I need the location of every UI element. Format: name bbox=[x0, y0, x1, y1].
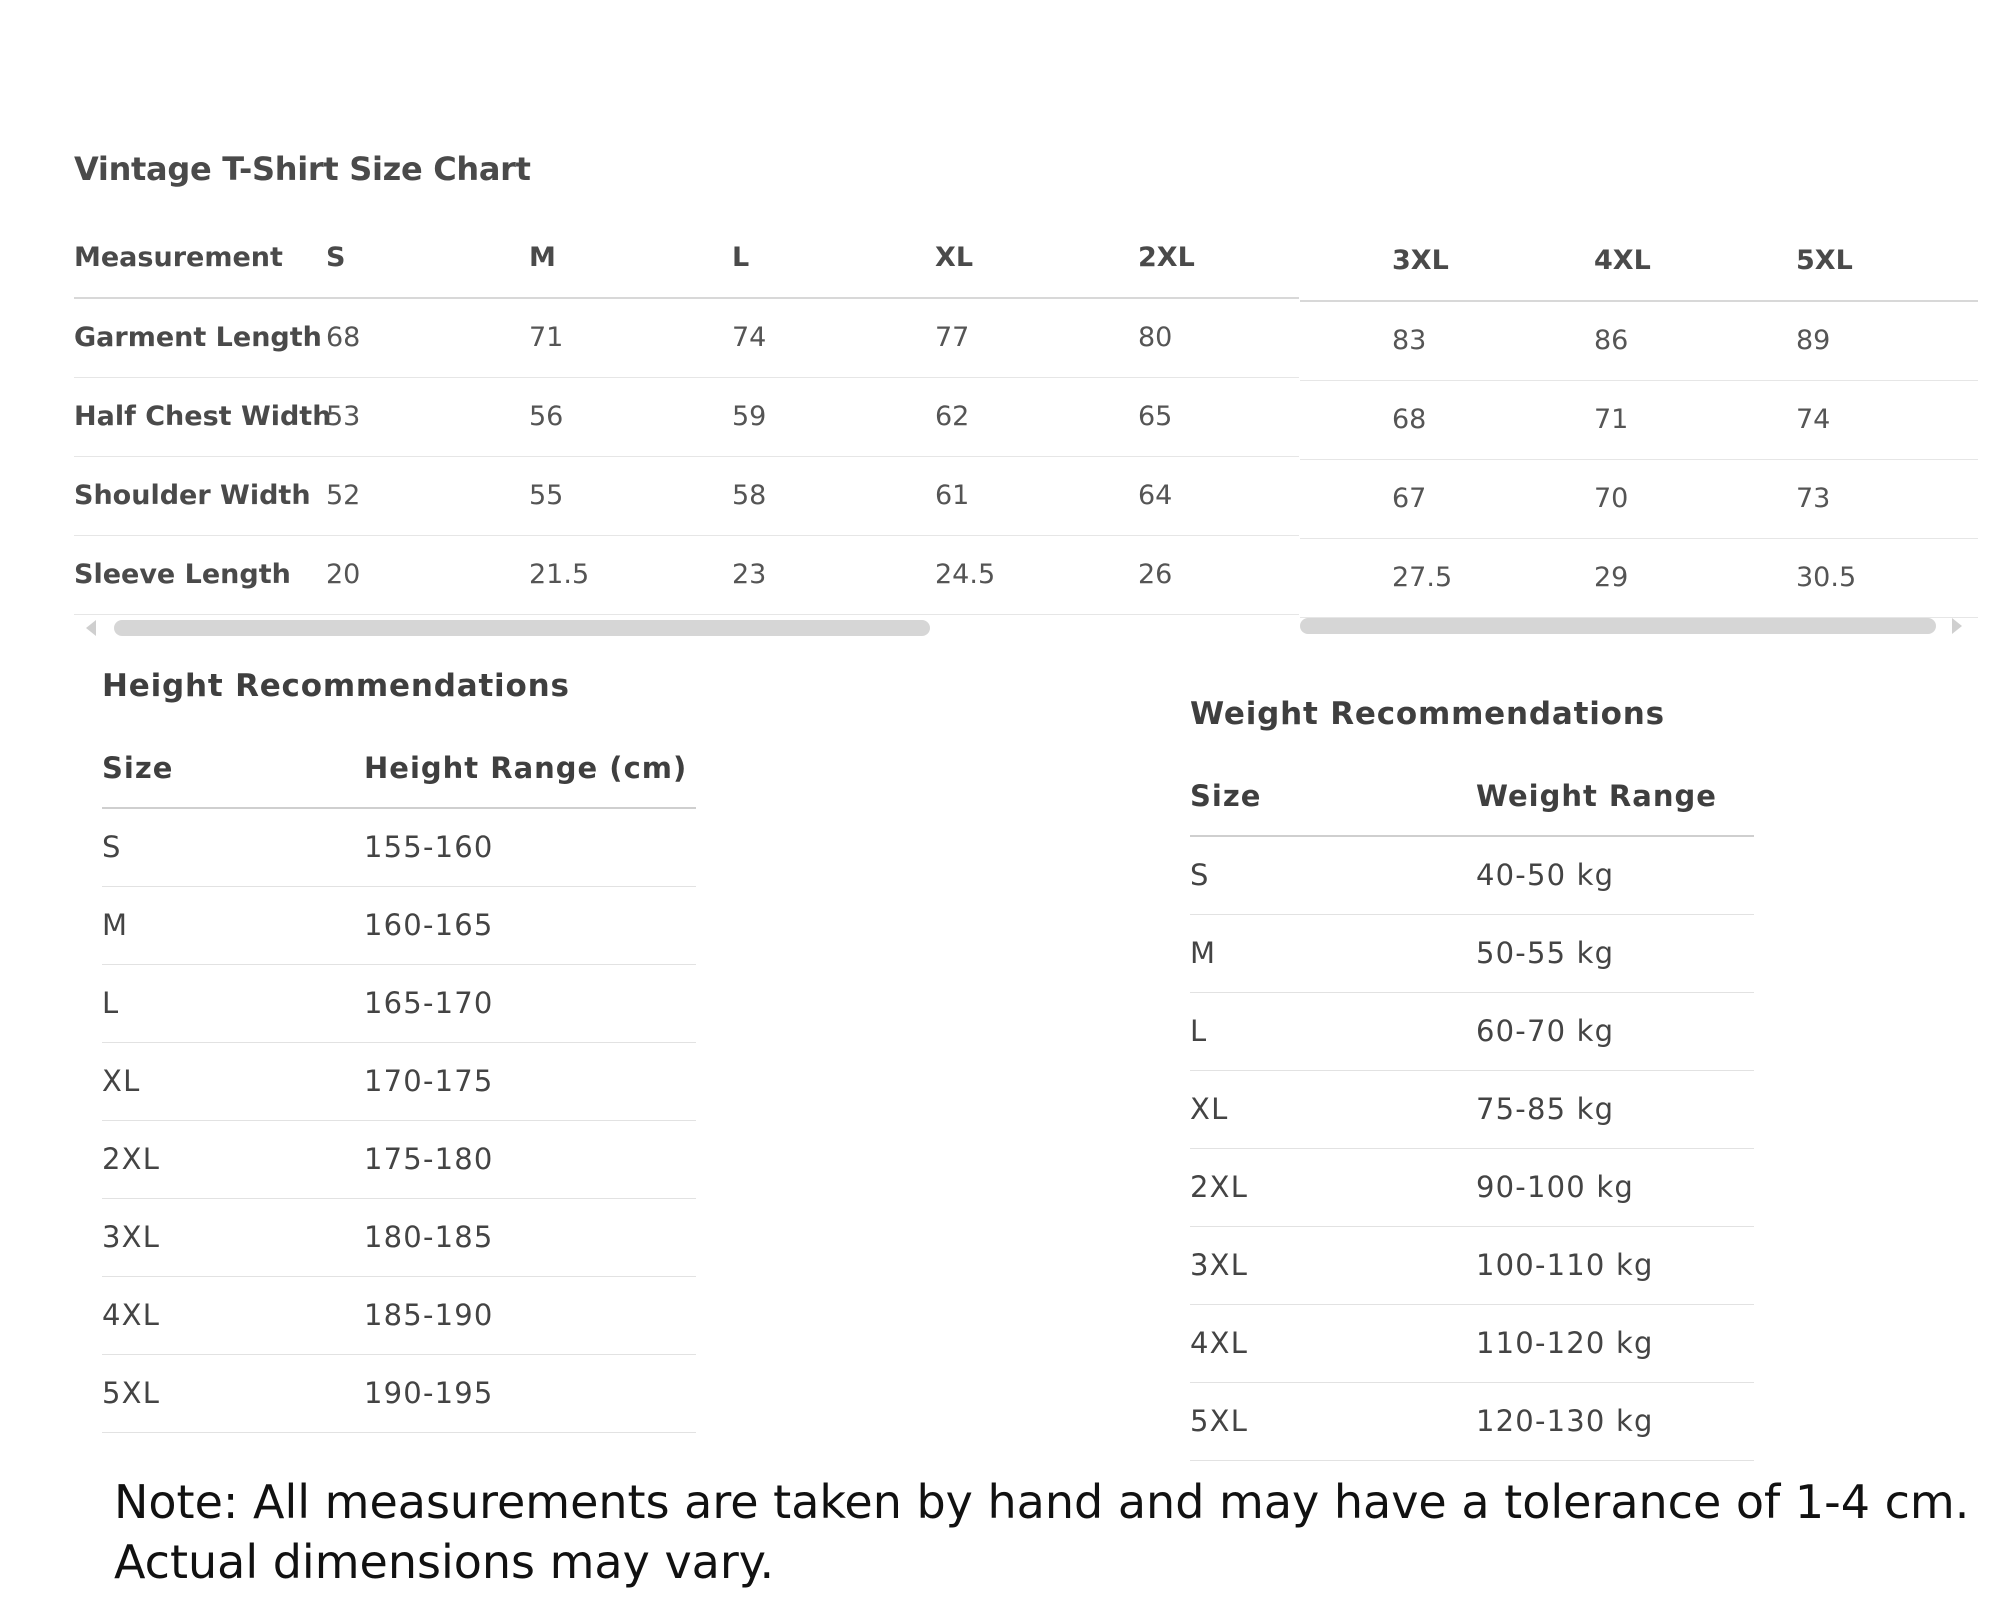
table-row bbox=[102, 1120, 696, 1198]
size-header-4xl: 4XL bbox=[1594, 221, 1796, 301]
measurement-note bbox=[114, 1472, 1974, 1592]
size-cell: 3XL bbox=[102, 1198, 364, 1276]
size-cell: 2XL bbox=[102, 1120, 364, 1198]
size-cell: XL bbox=[1190, 1070, 1476, 1148]
height-header-row bbox=[102, 728, 696, 808]
scroll-right-arrow-icon[interactable] bbox=[1952, 618, 1962, 634]
weight-recommendations-title: Weight Recommendations bbox=[1190, 696, 1665, 732]
weight-range-column-header: Weight Range bbox=[1476, 756, 1754, 836]
range-cell: 90-100 kg bbox=[1476, 1148, 1754, 1226]
cell-value: 61 bbox=[935, 456, 1138, 535]
table-row bbox=[102, 964, 696, 1042]
weight-header-row bbox=[1190, 756, 1754, 836]
cell-value: 62 bbox=[935, 377, 1138, 456]
size-cell: 4XL bbox=[102, 1276, 364, 1354]
cell-value: 24.5 bbox=[935, 535, 1138, 614]
table-row bbox=[1190, 914, 1754, 992]
cell-value: 26 bbox=[1138, 535, 1299, 614]
size-header-l: L bbox=[732, 218, 935, 298]
size-cell: L bbox=[102, 964, 364, 1042]
range-cell: 155-160 bbox=[364, 808, 696, 886]
size-header-2xl: 2XL bbox=[1138, 218, 1299, 298]
size-cell: 2XL bbox=[1190, 1148, 1476, 1226]
spacer-cell bbox=[1300, 301, 1392, 380]
size-chart-header-row bbox=[1300, 221, 1978, 301]
cell-value: 68 bbox=[326, 298, 529, 377]
range-cell: 190-195 bbox=[364, 1354, 696, 1432]
spacer-cell bbox=[1300, 221, 1392, 301]
horizontal-scrollbar-right[interactable] bbox=[1300, 618, 1936, 634]
cell-value: 65 bbox=[1138, 377, 1299, 456]
range-cell: 180-185 bbox=[364, 1198, 696, 1276]
height-range-column-header: Height Range (cm) bbox=[364, 728, 696, 808]
range-cell: 100-110 kg bbox=[1476, 1226, 1754, 1304]
horizontal-scrollbar-left[interactable] bbox=[114, 620, 930, 636]
row-label: Shoulder Width bbox=[74, 456, 326, 535]
cell-value: 83 bbox=[1392, 301, 1594, 380]
table-row bbox=[102, 808, 696, 886]
table-row bbox=[102, 1276, 696, 1354]
spacer-cell bbox=[1300, 380, 1392, 459]
range-cell: 60-70 kg bbox=[1476, 992, 1754, 1070]
table-row bbox=[1300, 538, 1978, 617]
size-cell: M bbox=[102, 886, 364, 964]
cell-value: 58 bbox=[732, 456, 935, 535]
table-row bbox=[1190, 1226, 1754, 1304]
table-row bbox=[1190, 1382, 1754, 1460]
size-cell: XL bbox=[102, 1042, 364, 1120]
size-cell: L bbox=[1190, 992, 1476, 1070]
row-label: Garment Length bbox=[74, 298, 326, 377]
size-column-header: Size bbox=[1190, 756, 1476, 836]
size-header-3xl: 3XL bbox=[1392, 221, 1594, 301]
range-cell: 170-175 bbox=[364, 1042, 696, 1120]
range-cell: 160-165 bbox=[364, 886, 696, 964]
cell-value: 53 bbox=[326, 377, 529, 456]
size-cell: 5XL bbox=[102, 1354, 364, 1432]
size-chart-table-right bbox=[1300, 221, 1978, 618]
size-header-m: M bbox=[529, 218, 732, 298]
note-line-1: Note: All measurements are taken by hand and may have a tolerance of 1-4 cm. bbox=[114, 1475, 1970, 1529]
note-line-2: Actual dimensions may vary. bbox=[114, 1535, 775, 1589]
cell-value: 55 bbox=[529, 456, 732, 535]
size-cell: 5XL bbox=[1190, 1382, 1476, 1460]
cell-value: 23 bbox=[732, 535, 935, 614]
range-cell: 185-190 bbox=[364, 1276, 696, 1354]
size-header-xl: XL bbox=[935, 218, 1138, 298]
table-row bbox=[1190, 1148, 1754, 1226]
size-cell: S bbox=[1190, 836, 1476, 914]
size-chart-header-row bbox=[74, 218, 1299, 298]
table-row bbox=[102, 1198, 696, 1276]
range-cell: 50-55 kg bbox=[1476, 914, 1754, 992]
cell-value: 20 bbox=[326, 535, 529, 614]
cell-value: 74 bbox=[732, 298, 935, 377]
table-row bbox=[1300, 301, 1978, 380]
page-title: Vintage T-Shirt Size Chart bbox=[74, 150, 531, 188]
table-row bbox=[1300, 380, 1978, 459]
size-cell: M bbox=[1190, 914, 1476, 992]
cell-value: 64 bbox=[1138, 456, 1299, 535]
cell-value: 89 bbox=[1796, 301, 1978, 380]
range-cell: 40-50 kg bbox=[1476, 836, 1754, 914]
cell-value: 56 bbox=[529, 377, 732, 456]
size-cell: 4XL bbox=[1190, 1304, 1476, 1382]
cell-value: 71 bbox=[1594, 380, 1796, 459]
spacer-cell bbox=[1300, 459, 1392, 538]
cell-value: 52 bbox=[326, 456, 529, 535]
cell-value: 77 bbox=[935, 298, 1138, 377]
cell-value: 74 bbox=[1796, 380, 1978, 459]
cell-value: 67 bbox=[1392, 459, 1594, 538]
range-cell: 175-180 bbox=[364, 1120, 696, 1198]
height-recommendations-table bbox=[102, 728, 696, 1433]
cell-value: 21.5 bbox=[529, 535, 732, 614]
row-label: Sleeve Length bbox=[74, 535, 326, 614]
table-row bbox=[102, 886, 696, 964]
cell-value: 27.5 bbox=[1392, 538, 1594, 617]
scroll-left-arrow-icon[interactable] bbox=[86, 620, 96, 636]
height-recommendations-title: Height Recommendations bbox=[102, 668, 570, 704]
range-cell: 75-85 kg bbox=[1476, 1070, 1754, 1148]
table-row bbox=[1300, 459, 1978, 538]
cell-value: 80 bbox=[1138, 298, 1299, 377]
cell-value: 73 bbox=[1796, 459, 1978, 538]
table-row bbox=[74, 377, 1299, 456]
cell-value: 59 bbox=[732, 377, 935, 456]
table-row bbox=[74, 456, 1299, 535]
cell-value: 29 bbox=[1594, 538, 1796, 617]
table-row bbox=[102, 1354, 696, 1432]
size-header-s: S bbox=[326, 218, 529, 298]
size-cell: 3XL bbox=[1190, 1226, 1476, 1304]
table-row bbox=[1190, 992, 1754, 1070]
size-header-5xl: 5XL bbox=[1796, 221, 1978, 301]
table-row bbox=[1190, 1070, 1754, 1148]
table-row bbox=[1190, 1304, 1754, 1382]
table-row bbox=[1190, 836, 1754, 914]
cell-value: 30.5 bbox=[1796, 538, 1978, 617]
weight-recommendations-table bbox=[1190, 756, 1754, 1461]
range-cell: 165-170 bbox=[364, 964, 696, 1042]
size-column-header: Size bbox=[102, 728, 364, 808]
spacer-cell bbox=[1300, 538, 1392, 617]
table-row bbox=[74, 535, 1299, 614]
table-row bbox=[102, 1042, 696, 1120]
cell-value: 71 bbox=[529, 298, 732, 377]
row-label: Half Chest Width bbox=[74, 377, 326, 456]
size-chart-table-left bbox=[74, 218, 1299, 615]
table-row bbox=[74, 298, 1299, 377]
range-cell: 110-120 kg bbox=[1476, 1304, 1754, 1382]
cell-value: 68 bbox=[1392, 380, 1594, 459]
measurement-header: Measurement bbox=[74, 218, 326, 298]
range-cell: 120-130 kg bbox=[1476, 1382, 1754, 1460]
cell-value: 70 bbox=[1594, 459, 1796, 538]
cell-value: 86 bbox=[1594, 301, 1796, 380]
size-cell: S bbox=[102, 808, 364, 886]
